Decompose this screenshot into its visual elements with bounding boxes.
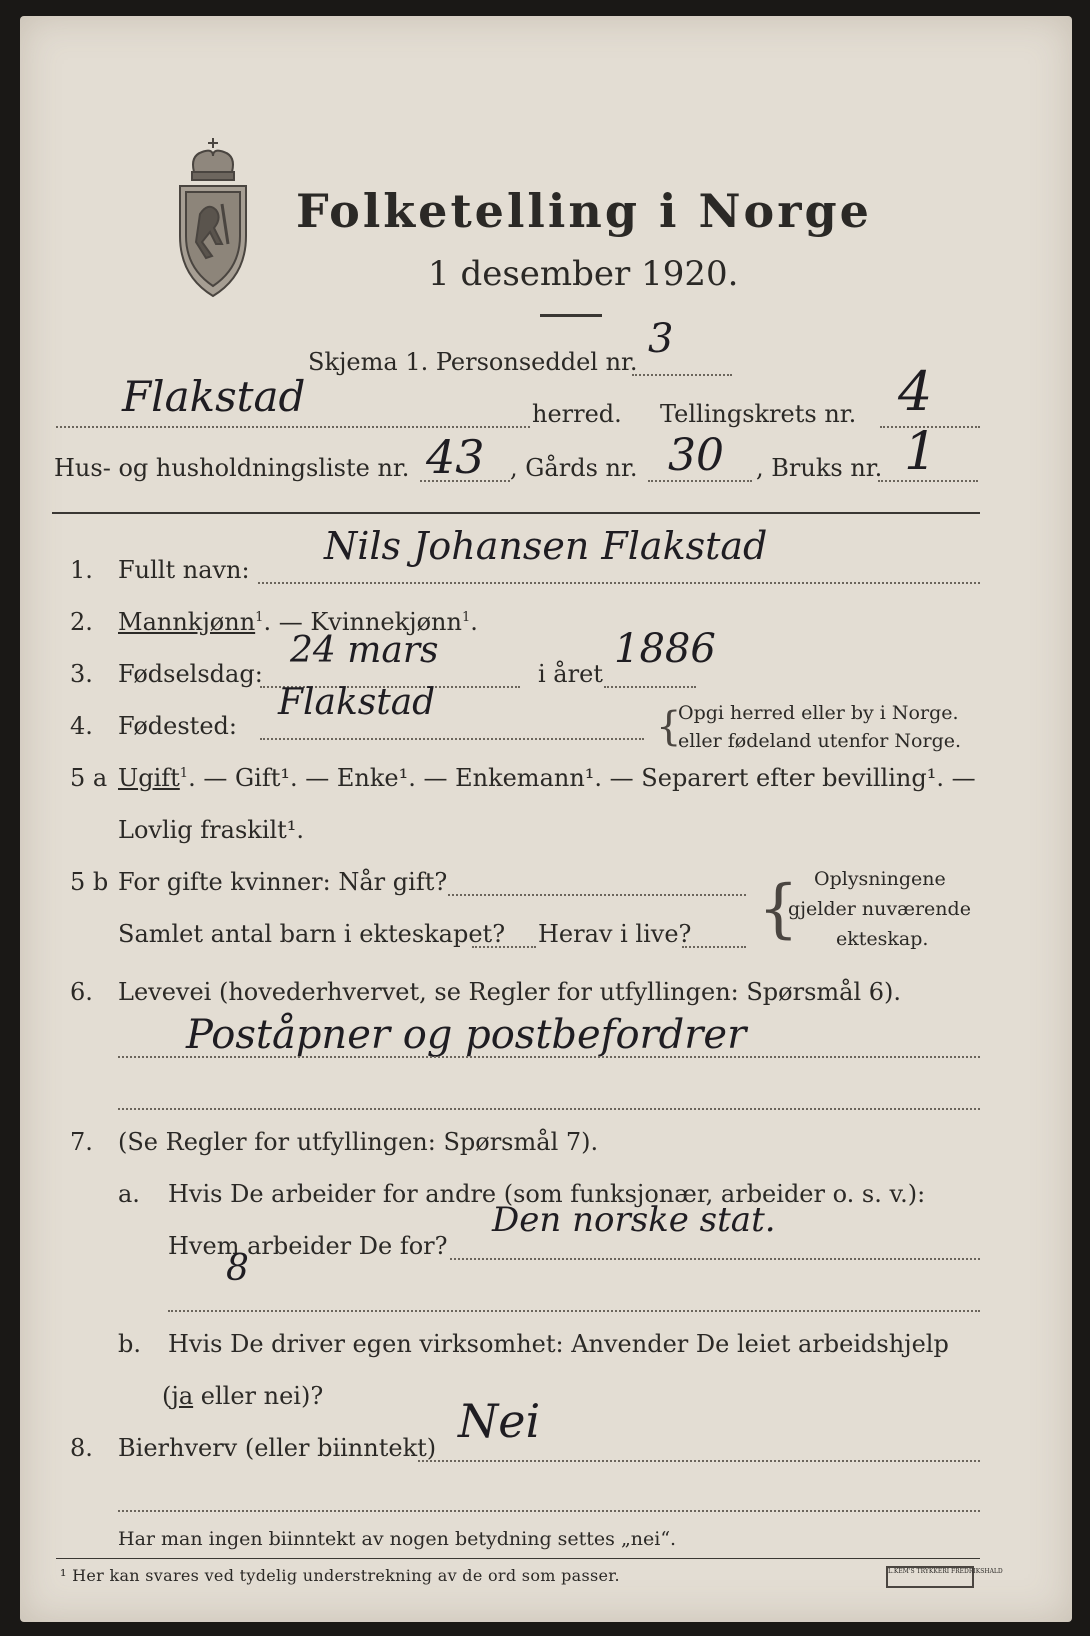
skjema-value: 3 xyxy=(648,316,674,362)
q1-fill-line xyxy=(258,582,980,584)
q1-number: 1. xyxy=(70,556,93,584)
q6-label: Levevei (hovederhvervet, se Regler for utfyllingen: Spørsmål 6). xyxy=(118,978,902,1006)
q5a-number: 5 a xyxy=(70,764,108,792)
title-divider xyxy=(540,314,602,317)
q3-year-value: 1886 xyxy=(614,626,716,672)
q4-note-2: eller fødeland utenfor Norge. xyxy=(678,730,962,752)
q7a-line-2: Hvem arbeider De for? xyxy=(168,1232,448,1260)
form-title: Folketelling i Norge xyxy=(296,184,872,238)
q3-value: 24 mars xyxy=(290,630,439,671)
q5a-other-options: — Gift¹. — Enke¹. — Enkemann¹. — Separert efter bevilling¹. — xyxy=(203,764,976,792)
q5b-fill-line xyxy=(448,894,746,896)
q5b-live-label: Herav i live? xyxy=(538,920,692,948)
q7-label: (Se Regler for utfyllingen: Spørsmål 7). xyxy=(118,1128,599,1156)
bruks-value: 1 xyxy=(904,422,938,482)
q7b-ja-option: ja xyxy=(171,1382,194,1410)
hus-value: 43 xyxy=(426,430,485,484)
q4-note-1: Opgi herred eller by i Norge. xyxy=(678,702,959,724)
q3-label: Fødselsdag: xyxy=(118,660,263,688)
q3-year-fill-line xyxy=(604,686,696,688)
coat-of-arms-icon xyxy=(170,134,256,304)
q5b-note-3: ekteskap. xyxy=(836,928,929,950)
q5a-line-2: Lovlig fraskilt¹. xyxy=(118,816,305,844)
footnote: ¹ Her kan svares ved tydelig understrekning av de ord som passer. xyxy=(60,1566,620,1585)
header-divider xyxy=(52,512,980,514)
q7a-value: Den norske stat. xyxy=(492,1200,776,1240)
q6-fill-line-2 xyxy=(118,1108,980,1110)
herred-label: herred. xyxy=(532,400,622,428)
q1-label: Fullt navn: xyxy=(118,556,250,584)
tellingskrets-value: 4 xyxy=(898,360,933,423)
census-form-sheet xyxy=(20,16,1072,1622)
q6-value: Poståpner og postbefordrer xyxy=(186,1012,747,1058)
census-date: 1 desember 1920. xyxy=(428,254,739,294)
q4-fill-line xyxy=(260,738,644,740)
q1-value: Nils Johansen Flakstad xyxy=(324,524,768,568)
q2-options: Mannkjønn$^1$. — Kvinnekjønn$^1$. xyxy=(118,608,478,636)
q5b-live-fill-line xyxy=(682,946,746,948)
skjema-label: Skjema 1. Personseddel nr. xyxy=(308,348,638,376)
q6-number: 6. xyxy=(70,978,93,1006)
q7a-fill-line-2 xyxy=(168,1310,980,1312)
printer-stamp: L.KEM'S TRYKKERI FREDRIKSHALD xyxy=(886,1566,974,1588)
q7b-letter: b. xyxy=(118,1330,141,1358)
herred-fill-line xyxy=(56,426,530,428)
q7b-line-2: (ja eller nei)? xyxy=(162,1382,324,1410)
q4-label: Fødested: xyxy=(118,712,237,740)
q7a-handwritten-mark: 8 xyxy=(226,1248,249,1289)
gards-label: , Gårds nr. xyxy=(510,454,638,482)
herred-value: Flakstad xyxy=(122,372,306,421)
q4-number: 4. xyxy=(70,712,93,740)
q7a-fill-line xyxy=(450,1258,980,1260)
q8-value: Nei xyxy=(458,1394,541,1448)
q8-label: Bierhverv (eller biinntekt) xyxy=(118,1434,437,1462)
q3-year-label: i året xyxy=(538,660,603,688)
note-nei: Har man ingen biinntekt av nogen betydning settes „nei“. xyxy=(118,1528,677,1550)
tellingskrets-label: Tellingskrets nr. xyxy=(660,400,857,428)
q7b-line-1: Hvis De driver egen virksomhet: Anvender De leiet arbeidshjelp xyxy=(168,1330,949,1358)
q8-number: 8. xyxy=(70,1434,93,1462)
q5b-note-1: Oplysningene xyxy=(814,868,946,890)
q5b-number: 5 b xyxy=(70,868,109,896)
q5b-label: For gifte kvinner: Når gift? xyxy=(118,868,448,896)
q6-fill-line-1 xyxy=(118,1056,980,1058)
q5b-brace: { xyxy=(758,872,799,946)
q5b-barn-label: Samlet antal barn i ekteskapet? xyxy=(118,920,506,948)
q5b-note-2: gjelder nuværende xyxy=(788,898,971,920)
q5a-options: Ugift$^1$. — Gift¹. — Enke¹. — Enkemann¹. — Separert efter bevilling¹. — xyxy=(118,764,976,792)
q3-number: 3. xyxy=(70,660,93,688)
q2-number: 2. xyxy=(70,608,93,636)
q7-number: 7. xyxy=(70,1128,93,1156)
q5a-ugift-option: Ugift xyxy=(118,764,180,792)
q2-female-option: — Kvinnekjønn xyxy=(278,608,462,636)
q7a-line-1: Hvis De arbeider for andre (som funksjonær, arbeider o. s. v.): xyxy=(168,1180,926,1208)
q5b-barn-fill-line xyxy=(472,946,536,948)
q4-value: Flakstad xyxy=(278,682,436,723)
bruks-label: , Bruks nr. xyxy=(756,454,883,482)
skjema-fill-line xyxy=(632,374,732,376)
footnote-divider xyxy=(56,1558,980,1559)
hus-label: Hus- og husholdningsliste nr. xyxy=(54,454,410,482)
q7b-nei-text: eller nei)? xyxy=(200,1382,324,1410)
q2-male-option: Mannkjønn xyxy=(118,608,256,636)
q8-fill-line-2 xyxy=(118,1510,980,1512)
q8-fill-line xyxy=(418,1460,980,1462)
q7a-letter: a. xyxy=(118,1180,140,1208)
gards-value: 30 xyxy=(668,430,724,481)
q4-brace: { xyxy=(656,704,682,750)
